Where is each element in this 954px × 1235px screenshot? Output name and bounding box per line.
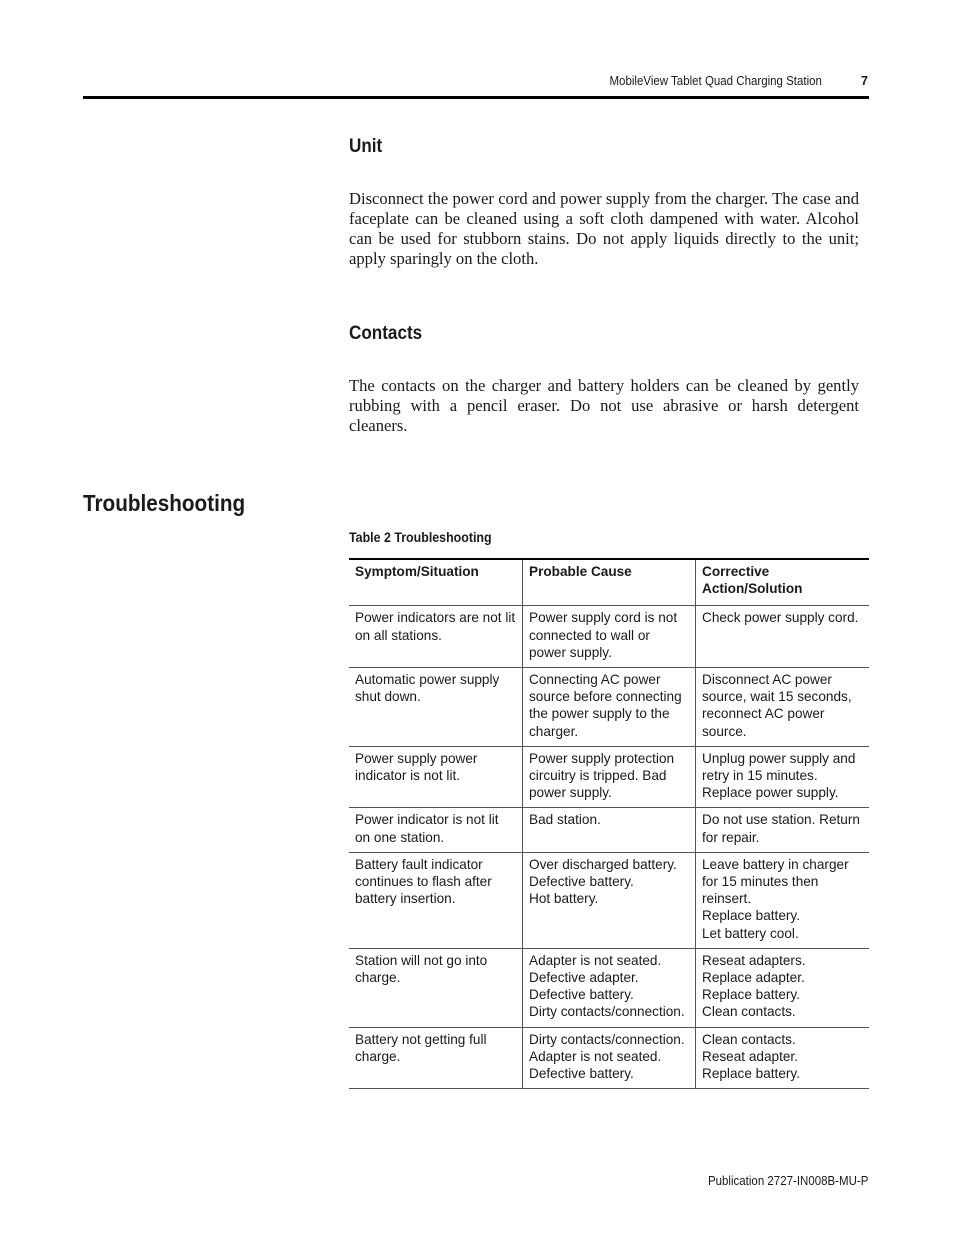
solution-cell — [696, 746, 870, 808]
cause-line: Power supply protection circuitry is tripped. Bad power supply. — [529, 750, 675, 801]
symptom-cell: Battery not getting full charge. — [349, 1027, 523, 1089]
solution-cell — [696, 852, 870, 948]
column-header-cause: Probable Cause — [523, 559, 696, 606]
table-row — [349, 948, 869, 1027]
table-row — [349, 668, 869, 747]
table-body — [349, 606, 869, 1089]
cause-cell — [523, 668, 696, 747]
table-row — [349, 852, 869, 948]
solution-cell — [696, 808, 870, 852]
header-rule — [83, 96, 869, 99]
column-header-symptom: Symptom/Situation — [349, 559, 523, 606]
table-caption: Table 2 Troubleshooting — [349, 530, 492, 545]
solution-line: Clean contacts. — [702, 1031, 796, 1047]
solution-line: Replace adapter. — [702, 970, 805, 986]
table-row — [349, 808, 869, 852]
cause-cell — [523, 606, 696, 668]
cause-cell — [523, 1027, 696, 1089]
cause-line: Defective battery. — [529, 987, 634, 1003]
cause-line: Connecting AC power source before connecting the power supply to the charger. — [529, 672, 682, 739]
solution-line: Check power supply cord. — [702, 610, 859, 626]
symptom-cell: Station will not go into charge. — [349, 948, 523, 1027]
contacts-paragraph: The contacts on the charger and battery holders can be cleaned by gently rubbing with a pencil eraser. Do not use abrasive or harsh detergent cleaners. — [349, 376, 859, 435]
cause-line: Hot battery. — [529, 891, 599, 907]
symptom-cell: Automatic power supply shut down. — [349, 668, 523, 747]
symptom-cell: Power indicator is not lit on one station. — [349, 808, 523, 852]
page-number: 7 — [861, 74, 868, 88]
solution-line: Do not use station. Return for repair. — [702, 812, 860, 845]
unit-paragraph: Disconnect the power cord and power supply from the charger. The case and faceplate can be cleaned using a soft cloth dampened with water. Alcohol can be used for stubborn stains. Do not apply liquids directly to the unit; apply sparingly on the cloth. — [349, 189, 859, 268]
symptom-cell: Power indicators are not lit on all stations. — [349, 606, 523, 668]
solution-line: Replace battery. — [702, 908, 800, 924]
solution-cell — [696, 1027, 870, 1089]
solution-line: Replace battery. — [702, 987, 800, 1003]
cause-line: Power supply cord is not connected to wall or power supply. — [529, 610, 678, 660]
symptom-cell: Power supply power indicator is not lit. — [349, 746, 523, 808]
table-row — [349, 606, 869, 668]
table-row — [349, 746, 869, 808]
publication-footer: Publication 2727-IN008B-MU-P — [707, 1174, 868, 1188]
cause-line: Defective battery. — [529, 1066, 634, 1082]
solution-cell — [696, 606, 870, 668]
cause-line: Over discharged battery. — [529, 856, 677, 872]
cause-cell — [523, 808, 696, 852]
troubleshooting-table — [349, 558, 869, 1089]
solution-line: Leave battery in charger for 15 minutes then reinsert. — [702, 856, 849, 907]
solution-line: Disconnect AC power source, wait 15 seconds, reconnect AC power source. — [702, 672, 852, 739]
cause-line: Dirty contacts/connection. — [529, 1004, 685, 1020]
running-header-title: MobileView Tablet Quad Charging Station — [609, 74, 822, 88]
troubleshooting-heading: Troubleshooting — [83, 490, 246, 516]
solution-line: Reseat adapter. — [702, 1048, 798, 1064]
cause-line: Defective battery. — [529, 874, 634, 890]
solution-line: Let battery cool. — [702, 925, 799, 941]
unit-heading: Unit — [349, 136, 383, 157]
table-row — [349, 1027, 869, 1089]
cause-line: Bad station. — [529, 812, 601, 828]
cause-line: Dirty contacts/connection. — [529, 1031, 685, 1047]
solution-line: Reseat adapters. — [702, 952, 806, 968]
column-header-solution: Corrective Action/Solution — [702, 564, 803, 597]
cause-cell — [523, 746, 696, 808]
solution-line: Clean contacts. — [702, 1004, 796, 1020]
table-header-row — [349, 559, 869, 606]
solution-line: Replace battery. — [702, 1066, 800, 1082]
solution-cell — [696, 948, 870, 1027]
cause-line: Defective adapter. — [529, 970, 639, 986]
solution-cell — [696, 668, 870, 747]
cause-line: Adapter is not seated. — [529, 952, 662, 968]
cause-line: Adapter is not seated. — [529, 1048, 662, 1064]
cause-cell — [523, 852, 696, 948]
solution-line: Unplug power supply and retry in 15 minutes. Replace power supply. — [702, 750, 856, 801]
contacts-heading: Contacts — [349, 323, 423, 344]
cause-cell — [523, 948, 696, 1027]
symptom-cell: Battery fault indicator continues to flash after battery insertion. — [349, 852, 523, 948]
